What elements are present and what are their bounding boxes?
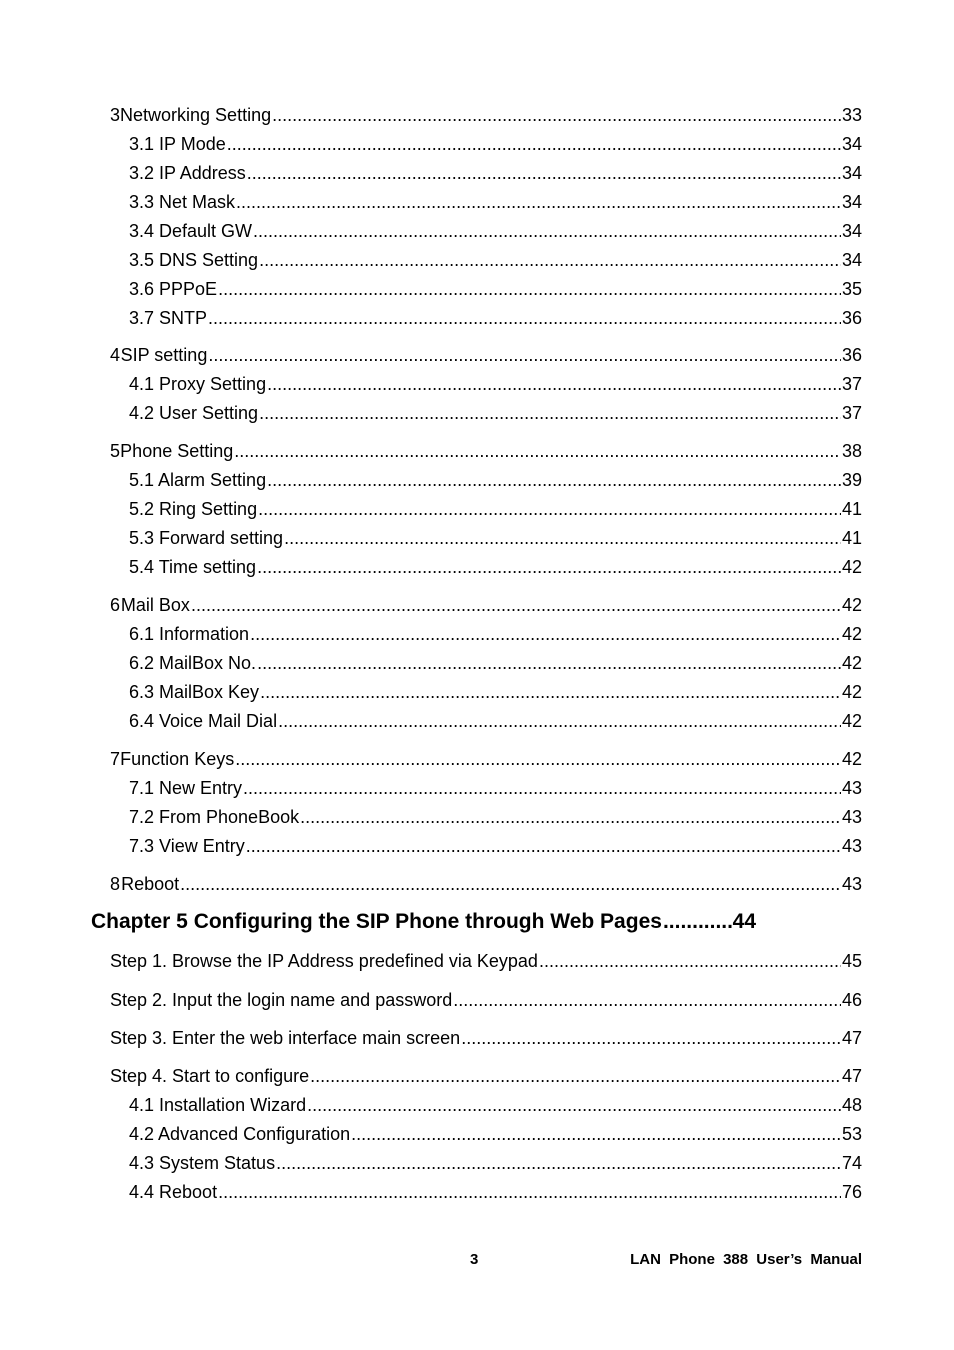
toc-page-number: 38 — [841, 441, 862, 461]
toc-entry — [129, 709, 862, 733]
toc-entry — [110, 593, 862, 617]
toc-entry-title: 3.3 Net Mask — [129, 192, 236, 212]
toc-dot-leader — [234, 439, 841, 463]
toc-entry-title: 4.1 Proxy Setting — [129, 374, 267, 394]
toc-entry-title: 7.2 From PhoneBook — [129, 807, 300, 827]
toc-entry-title: Reboot — [121, 874, 180, 894]
toc-entry-title: 5.4 Time setting — [129, 557, 257, 577]
toc-entry-title: 3.7 SNTP — [129, 308, 208, 328]
toc-entry — [129, 190, 862, 214]
toc-entry-number: 8 — [110, 874, 121, 894]
toc-dot-leader — [258, 497, 841, 521]
toc-entry-title: 3.6 PPPoE — [129, 279, 218, 299]
toc-dot-leader — [257, 651, 841, 675]
toc-entry — [129, 555, 862, 579]
toc-dot-leader — [272, 103, 841, 127]
toc-entry-title: 3.4 Default GW — [129, 221, 253, 241]
toc-page-number: 37 — [841, 403, 862, 423]
toc-chapter-heading — [91, 908, 756, 936]
toc-page-number: 43 — [841, 807, 862, 827]
toc-entry — [129, 1122, 862, 1146]
toc-page-number: 34 — [841, 221, 862, 241]
toc-dot-leader — [250, 622, 841, 646]
toc-entry-number: 6 — [110, 595, 121, 615]
toc-dot-leader — [236, 190, 841, 214]
toc-entry-title: 5.1 Alarm Setting — [129, 470, 267, 490]
toc-page-number: 39 — [841, 470, 862, 490]
toc-entry-title: 4.3 System Status — [129, 1153, 276, 1173]
toc-dot-leader — [284, 526, 841, 550]
toc-dot-leader — [247, 161, 841, 185]
toc-entry-title: SIP setting — [120, 345, 208, 365]
toc-entry-title: 6.3 MailBox Key — [129, 682, 260, 702]
toc-page-number: 43 — [841, 836, 862, 856]
toc-dot-leader — [278, 709, 841, 733]
toc-dot-leader — [300, 805, 841, 829]
toc-entry-title: 6.4 Voice Mail Dial — [129, 711, 278, 731]
toc-dot-leader — [260, 680, 841, 704]
toc-entry — [110, 747, 862, 771]
toc-dot-leader — [246, 834, 841, 858]
toc-entry-title: 5.2 Ring Setting — [129, 499, 258, 519]
toc-entry — [129, 306, 862, 330]
toc-page-number: 43 — [841, 874, 862, 894]
toc-entry-number: 7 — [110, 749, 121, 769]
toc-page-number: 34 — [841, 134, 862, 154]
footer-manual-title: LAN Phone 388 User’s Manual — [630, 1251, 862, 1268]
toc-dot-leader — [310, 1064, 841, 1088]
toc-entry-title: Phone Setting — [120, 441, 234, 461]
toc-entry — [129, 622, 862, 646]
toc-page-number: 37 — [841, 374, 862, 394]
toc-dot-leader — [227, 132, 841, 156]
toc-dot-leader — [351, 1122, 841, 1146]
toc-page-number: 41 — [841, 499, 862, 519]
toc-entry-title: 3.2 IP Address — [129, 163, 246, 183]
toc-entry — [129, 248, 862, 272]
toc-entry-title: Mail Box — [120, 595, 190, 615]
toc-entry — [110, 1064, 862, 1088]
toc-entry — [110, 1026, 862, 1050]
toc-entry — [110, 872, 862, 896]
toc-dot-leader — [259, 401, 841, 425]
toc-page-number: 47 — [841, 1028, 862, 1048]
toc-entry — [129, 651, 862, 675]
toc-page-number: 46 — [841, 990, 862, 1010]
toc-page-number: 42 — [841, 749, 862, 769]
toc-entry-title: Step 3. Enter the web interface main screen — [110, 1028, 461, 1048]
toc-entry — [129, 834, 862, 858]
toc-page-number: 33 — [841, 105, 862, 125]
toc-entry-title: 7.3 View Entry — [129, 836, 245, 856]
toc-entry-title: 4.1 Installation Wizard — [129, 1095, 307, 1115]
toc-page-number: 74 — [841, 1153, 862, 1173]
toc-page-number: 48 — [841, 1095, 862, 1115]
toc-entry — [129, 401, 862, 425]
toc-entry-number: 3 — [110, 105, 121, 125]
toc-entry — [129, 526, 862, 550]
toc-entry-title: 4.2 User Setting — [129, 403, 259, 423]
toc-dot-leader — [243, 776, 841, 800]
toc-entry — [129, 1151, 862, 1175]
toc-page-number: 53 — [841, 1124, 862, 1144]
toc-page-number: 45 — [841, 951, 862, 971]
toc-entry — [129, 776, 862, 800]
toc-entry — [129, 680, 862, 704]
toc-entry-title: 6.1 Information — [129, 624, 250, 644]
toc-entry-title: Step 1. Browse the IP Address predefined via Keypad — [110, 951, 538, 971]
toc-entry-title: Step 4. Start to configure — [110, 1066, 310, 1086]
toc-page-number: 34 — [841, 192, 862, 212]
toc-entry-title: 7.1 New Entry — [129, 778, 243, 798]
toc-dot-leader — [663, 908, 732, 936]
toc-entry — [129, 1093, 862, 1117]
toc-dot-leader — [453, 988, 841, 1012]
toc-entry-title: Function Keys — [120, 749, 235, 769]
toc-page-number: 47 — [841, 1066, 862, 1086]
toc-page-number: 42 — [841, 624, 862, 644]
toc-entry-title: 4.2 Advanced Configuration — [129, 1124, 351, 1144]
toc-page-number: 36 — [841, 345, 862, 365]
toc-dot-leader — [307, 1093, 841, 1117]
toc-dot-leader — [208, 306, 841, 330]
toc-page-number: 76 — [841, 1182, 862, 1202]
toc-entry-number: 5 — [110, 441, 121, 461]
toc-dot-leader — [267, 372, 841, 396]
toc-page-number: 42 — [841, 595, 862, 615]
toc-entry-title: 3.5 DNS Setting — [129, 250, 259, 270]
toc-entry — [110, 103, 862, 127]
toc-entry — [129, 1180, 862, 1204]
toc-dot-leader — [253, 219, 841, 243]
toc-page-number: 42 — [841, 653, 862, 673]
toc-entry-title: 4.4 Reboot — [129, 1182, 218, 1202]
toc-entry — [110, 949, 862, 973]
toc-dot-leader — [539, 949, 841, 973]
toc-entry-title: Chapter 5 Configuring the SIP Phone through Web Pages — [91, 910, 662, 933]
toc-dot-leader — [267, 468, 841, 492]
toc-dot-leader — [235, 747, 841, 771]
toc-entry — [110, 439, 862, 463]
toc-page-number: 34 — [841, 250, 862, 270]
toc-page-number: 35 — [841, 279, 862, 299]
toc-dot-leader — [191, 593, 841, 617]
toc-page-number: 42 — [841, 682, 862, 702]
toc-entry-number: 4 — [110, 345, 121, 365]
toc-dot-leader — [208, 343, 841, 367]
toc-dot-leader — [257, 555, 841, 579]
toc-entry-title: Networking Setting — [120, 105, 272, 125]
toc-entry — [129, 468, 862, 492]
toc-entry — [129, 497, 862, 521]
toc-entry — [129, 277, 862, 301]
toc-entry — [129, 805, 862, 829]
toc-page-number: 42 — [841, 557, 862, 577]
toc-entry — [129, 132, 862, 156]
toc-entry — [110, 343, 862, 367]
toc-entry — [129, 372, 862, 396]
toc-dot-leader — [218, 277, 841, 301]
toc-entry-title: 6.2 MailBox No. — [129, 653, 257, 673]
toc-dot-leader — [276, 1151, 841, 1175]
toc-entry-title: 3.1 IP Mode — [129, 134, 226, 154]
toc-page-number: 44 — [732, 910, 756, 933]
toc-entry-title: Step 2. Input the login name and password — [110, 990, 453, 1010]
toc-entry-title: 5.3 Forward setting — [129, 528, 284, 548]
toc-dot-leader — [218, 1180, 841, 1204]
toc-entry — [129, 161, 862, 185]
toc-page-number: 41 — [841, 528, 862, 548]
toc-page-number: 43 — [841, 778, 862, 798]
toc-page-number: 34 — [841, 163, 862, 183]
toc-dot-leader — [461, 1026, 841, 1050]
footer-page-number: 3 — [470, 1251, 479, 1268]
toc-dot-leader — [180, 872, 841, 896]
toc-entry — [129, 219, 862, 243]
toc-page-number: 42 — [841, 711, 862, 731]
toc-entry — [110, 988, 862, 1012]
toc-dot-leader — [259, 248, 841, 272]
toc-page-number: 36 — [841, 308, 862, 328]
